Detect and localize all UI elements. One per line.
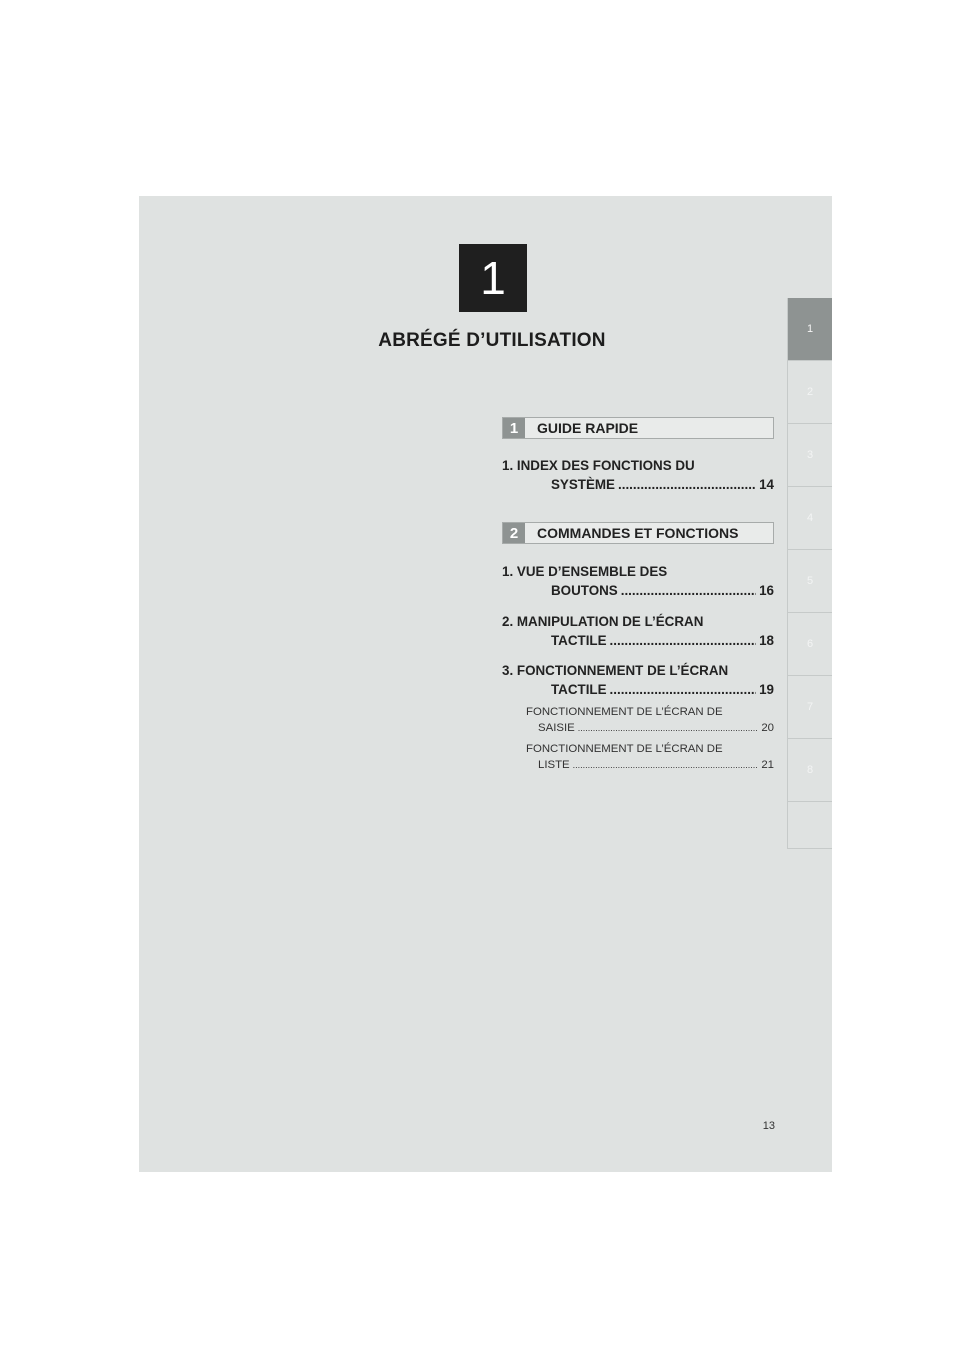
toc-page-number: 20 <box>761 722 774 734</box>
toc-entry[interactable] <box>502 612 774 650</box>
toc-subentry-title: FONCTIONNEMENT DE L’ÉCRAN DE <box>526 743 723 755</box>
toc-entry-line2 <box>502 631 774 650</box>
toc-subentry-line2 <box>526 720 774 736</box>
toc-subentry[interactable] <box>526 704 774 736</box>
toc-page-number: 14 <box>759 477 774 492</box>
toc-page-number: 16 <box>759 583 774 598</box>
toc-subentry[interactable] <box>526 741 774 773</box>
chapter-tab-index[interactable] <box>787 802 832 849</box>
section-number: 2 <box>503 523 525 543</box>
toc-subentry-title-cont: SAISIE <box>538 722 575 734</box>
chapter-tab-2[interactable]: 2 <box>787 361 832 424</box>
section-label: COMMANDES ET FONCTIONS <box>537 525 739 541</box>
toc-entry[interactable] <box>502 562 774 600</box>
toc-page-number: 18 <box>759 633 774 648</box>
section-header-1 <box>502 417 774 439</box>
toc-entry[interactable] <box>502 456 774 494</box>
toc-entry[interactable] <box>502 661 774 699</box>
toc-page-number: 21 <box>761 759 774 771</box>
toc-entry-line2 <box>502 680 774 699</box>
leader-dots <box>618 475 756 494</box>
toc-entry-line2 <box>502 475 774 494</box>
section-label: GUIDE RAPIDE <box>537 420 639 436</box>
chapter-number: 1 <box>480 252 506 304</box>
chapter-title: ABRÉGÉ D’UTILISATION <box>378 330 606 351</box>
toc-entry-title-cont: BOUTONS <box>551 583 618 598</box>
toc-page-number: 19 <box>759 682 774 697</box>
leader-dots <box>621 581 756 600</box>
toc-entry-title-cont: SYSTÈME <box>551 477 615 492</box>
chapter-tab-7[interactable]: 7 <box>787 676 832 739</box>
toc-entry-title: 3. FONCTIONNEMENT DE L’ÉCRAN <box>502 663 729 678</box>
leader-dots <box>578 720 759 736</box>
toc-entry-line2 <box>502 581 774 600</box>
chapter-tab-8[interactable]: 8 <box>787 739 832 802</box>
chapter-tabs <box>787 298 832 849</box>
chapter-number-box <box>459 244 527 312</box>
page-number: 13 <box>762 1120 775 1132</box>
chapter-tab-1[interactable]: 1 <box>787 298 832 361</box>
chapter-tab-4[interactable]: 4 <box>787 487 832 550</box>
section-header-2 <box>502 522 774 544</box>
toc-entry-title-cont: TACTILE <box>551 633 607 648</box>
leader-dots <box>610 680 757 699</box>
section-number: 1 <box>503 418 525 438</box>
chapter-tab-6[interactable]: 6 <box>787 613 832 676</box>
leader-dots <box>573 757 759 773</box>
leader-dots <box>610 631 757 650</box>
toc-entry-title: 1. VUE D’ENSEMBLE DES <box>502 564 668 579</box>
toc-subentry-title: FONCTIONNEMENT DE L’ÉCRAN DE <box>526 706 723 718</box>
toc-subentry-title-cont: LISTE <box>538 759 570 771</box>
toc-entry-title: 1. INDEX DES FONCTIONS DU <box>502 458 695 473</box>
chapter-tab-5[interactable]: 5 <box>787 550 832 613</box>
chapter-tab-3[interactable]: 3 <box>787 424 832 487</box>
toc-entry-title: 2. MANIPULATION DE L’ÉCRAN <box>502 614 704 629</box>
toc-entry-title-cont: TACTILE <box>551 682 607 697</box>
toc-subentry-line2 <box>526 757 774 773</box>
